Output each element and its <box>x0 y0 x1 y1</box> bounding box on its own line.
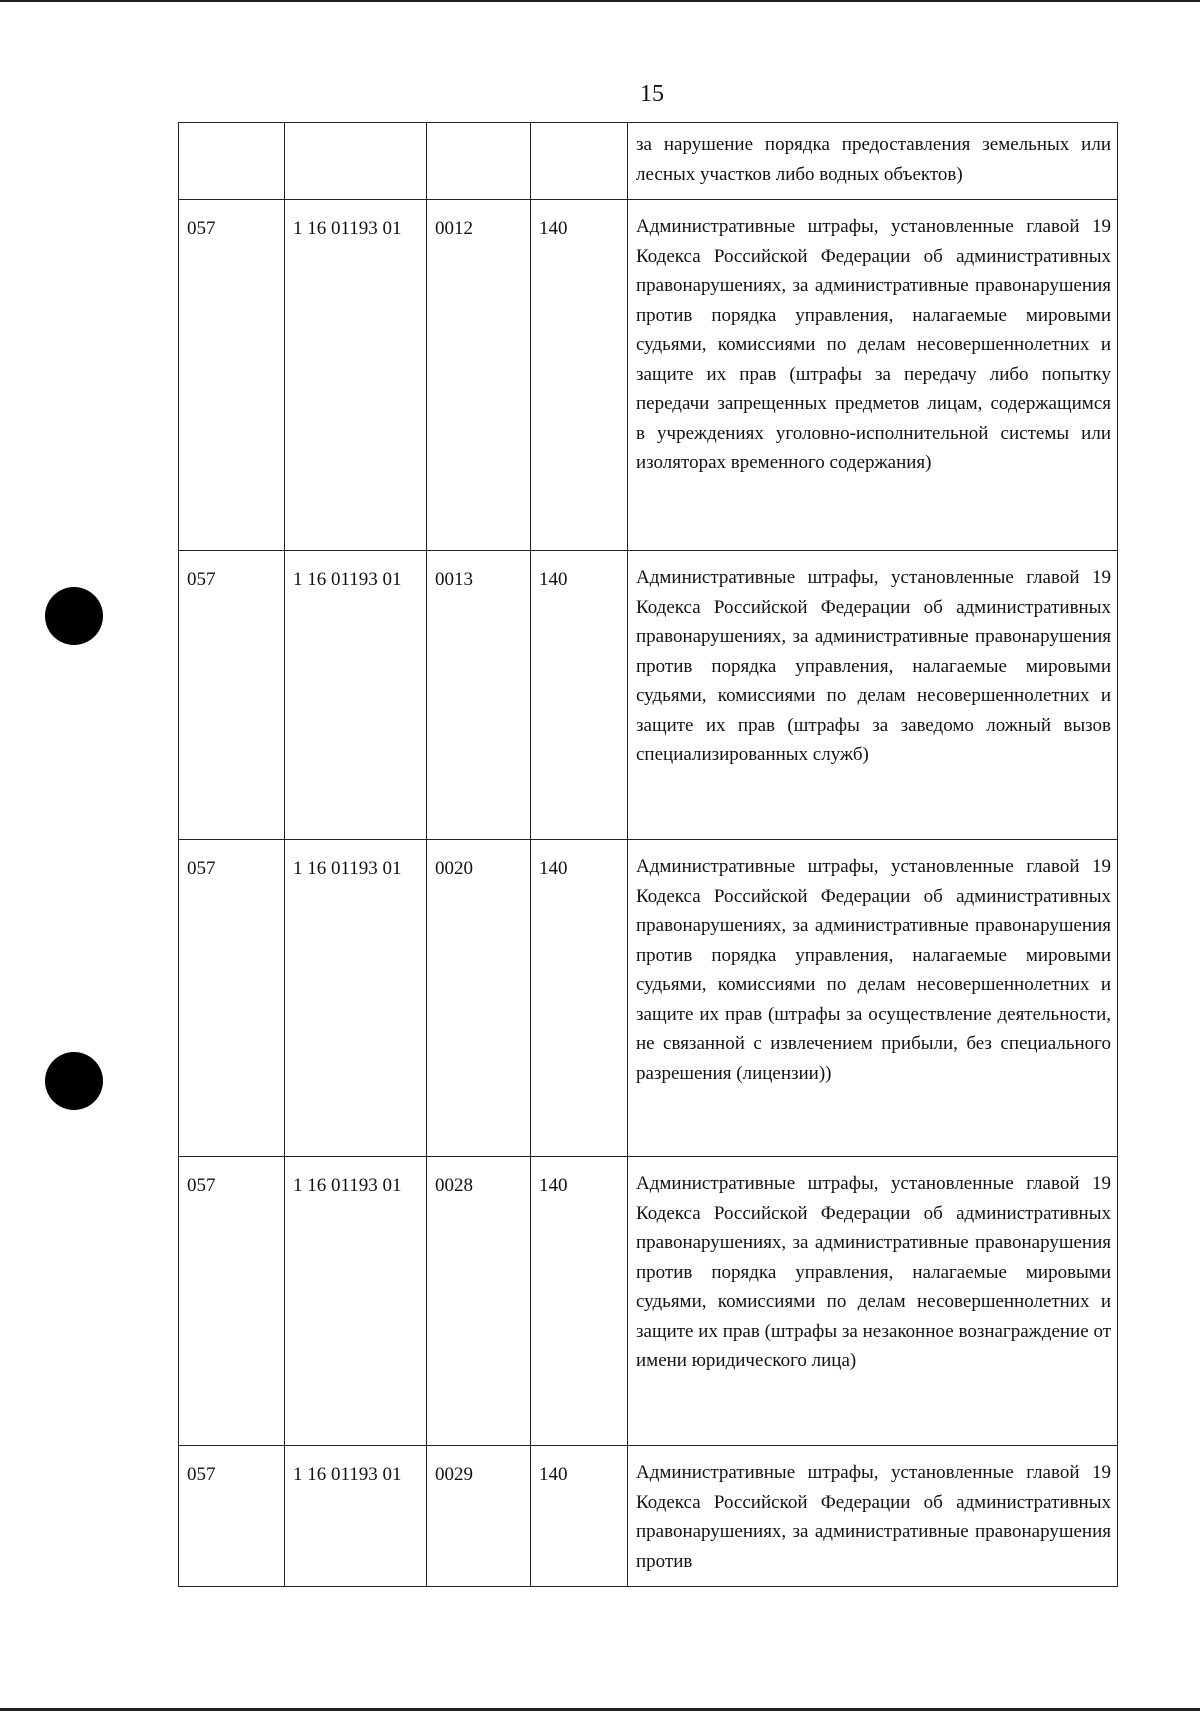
admin-code-cell <box>179 1157 285 1446</box>
table-row <box>179 840 1118 1157</box>
program-code-cell <box>427 200 531 551</box>
kbk-cell <box>285 123 427 200</box>
kbk-code: 1 16 01193 01 <box>293 1464 402 1485</box>
page-number: 15 <box>640 81 664 107</box>
table-row <box>179 200 1118 551</box>
program-code: 0012 <box>435 218 473 239</box>
kosgu-code: 140 <box>539 218 568 239</box>
kbk-cell <box>285 200 427 551</box>
kbk-cell <box>285 840 427 1157</box>
admin-code: 057 <box>187 569 216 590</box>
description-text: Административные штрафы, установленные главой 19 Кодекса Российской Федерации об административных правонарушениях, за административные правонарушения против порядка управления, налагаемые мировыми судьями, комиссиями по делам несовершеннолетних и защите их прав (штрафы за передачу либо попытку передачи запрещенных предметов лицам, содержащимся в учреждениях уголовно-исполнительной системы или изоляторах временного содержания) <box>636 216 1111 473</box>
admin-code: 057 <box>187 218 216 239</box>
admin-code-cell <box>179 551 285 840</box>
admin-code: 057 <box>187 1464 216 1485</box>
table-row <box>179 1157 1118 1446</box>
table-row <box>179 551 1118 840</box>
program-code-cell <box>427 123 531 200</box>
kosgu-cell <box>531 551 628 840</box>
admin-code: 057 <box>187 858 216 879</box>
description-cell <box>628 840 1118 1157</box>
description-cell <box>628 123 1118 200</box>
kbk-code: 1 16 01193 01 <box>293 1175 402 1196</box>
kbk-code: 1 16 01193 01 <box>293 858 402 879</box>
kosgu-code: 140 <box>539 858 568 879</box>
description-text: Административные штрафы, установленные главой 19 Кодекса Российской Федерации об административных правонарушениях, за административные правонарушения против порядка управления, налагаемые мировыми судьями, комиссиями по делам несовершеннолетних и защите их прав (штрафы за осуществление деятельности, не связанной с извлечением прибыли, без специального разрешения (лицензии)) <box>636 856 1111 1084</box>
description-cell <box>628 1157 1118 1446</box>
program-code: 0013 <box>435 569 473 590</box>
kbk-code: 1 16 01193 01 <box>293 218 402 239</box>
description-text: Административные штрафы, установленные главой 19 Кодекса Российской Федерации об административных правонарушениях, за административные правонарушения против порядка управления, налагаемые мировыми судьями, комиссиями по делам несовершеннолетних и защите их прав (штрафы за незаконное вознаграждение от имени юридического лица) <box>636 1173 1111 1371</box>
kosgu-code: 140 <box>539 569 568 590</box>
punch-hole-lower <box>45 1052 103 1110</box>
description-cell <box>628 200 1118 551</box>
kosgu-code: 140 <box>539 1464 568 1485</box>
description-text: Административные штрафы, установленные главой 19 Кодекса Российской Федерации об административных правонарушениях, за административные правонарушения против порядка управления, налагаемые мировыми судьями, комиссиями по делам несовершеннолетних и защите их прав (штрафы за заведомо ложный вызов специализированных служб) <box>636 567 1111 765</box>
program-code-cell <box>427 551 531 840</box>
table-row <box>179 1446 1118 1587</box>
description-cell <box>628 551 1118 840</box>
program-code: 0020 <box>435 858 473 879</box>
description-text: за нарушение порядка предоставления земельных или лесных участков либо водных объектов) <box>636 134 1111 185</box>
revenue-classification-table <box>178 122 1118 1587</box>
description-text: Административные штрафы, установленные главой 19 Кодекса Российской Федерации об административных правонарушениях, за административные правонарушения против <box>636 1462 1111 1572</box>
kbk-code: 1 16 01193 01 <box>293 569 402 590</box>
kbk-cell <box>285 1157 427 1446</box>
admin-code-cell <box>179 840 285 1157</box>
admin-code-cell <box>179 200 285 551</box>
admin-code-cell <box>179 123 285 200</box>
admin-code-cell <box>179 1446 285 1587</box>
admin-code: 057 <box>187 1175 216 1196</box>
program-code-cell <box>427 1157 531 1446</box>
program-code: 0029 <box>435 1464 473 1485</box>
kosgu-code: 140 <box>539 1175 568 1196</box>
kosgu-cell <box>531 1446 628 1587</box>
table-row-continuation <box>179 123 1118 200</box>
scan-top-edge <box>0 0 1200 2</box>
scan-bottom-edge <box>0 1708 1200 1711</box>
kosgu-cell <box>531 200 628 551</box>
kosgu-cell <box>531 840 628 1157</box>
kosgu-cell <box>531 123 628 200</box>
program-code: 0028 <box>435 1175 473 1196</box>
kbk-cell <box>285 551 427 840</box>
program-code-cell <box>427 840 531 1157</box>
description-cell <box>628 1446 1118 1587</box>
kbk-cell <box>285 1446 427 1587</box>
kosgu-cell <box>531 1157 628 1446</box>
program-code-cell <box>427 1446 531 1587</box>
punch-hole-upper <box>45 587 103 645</box>
